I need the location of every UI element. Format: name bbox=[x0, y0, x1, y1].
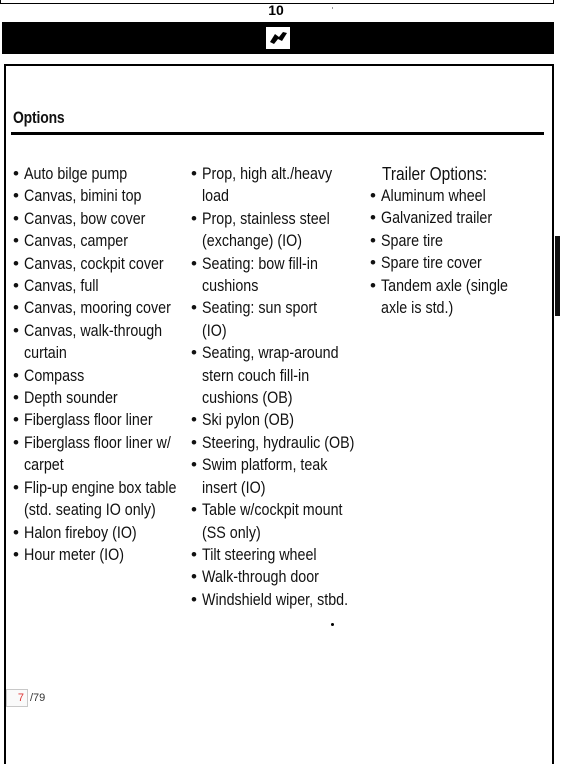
option-item bbox=[191, 522, 381, 544]
option-item bbox=[191, 230, 381, 252]
bullet-icon: • bbox=[13, 522, 19, 542]
option-text: Canvas, bow cover bbox=[24, 208, 146, 228]
scan-mark bbox=[332, 7, 333, 9]
option-text: insert (IO) bbox=[202, 477, 266, 497]
option-text: (std. seating IO only) bbox=[24, 500, 156, 520]
bullet-icon: • bbox=[191, 208, 197, 228]
option-item bbox=[191, 208, 381, 230]
bullet-icon: • bbox=[191, 164, 197, 183]
trailer-options-heading: Trailer Options: bbox=[382, 164, 488, 184]
option-text: Auto bilge pump bbox=[24, 164, 128, 183]
option-text: Table w/cockpit mount bbox=[202, 500, 343, 520]
option-text: Fiberglass floor liner bbox=[24, 410, 153, 430]
option-item bbox=[191, 275, 381, 297]
option-text: Spare tire bbox=[381, 230, 443, 250]
option-text: Prop, stainless steel bbox=[202, 208, 330, 228]
option-item bbox=[370, 297, 550, 319]
option-item bbox=[13, 163, 193, 185]
option-text: stern couch fill-in bbox=[202, 365, 310, 385]
bullet-icon: • bbox=[370, 275, 376, 295]
option-item bbox=[13, 454, 193, 476]
option-item bbox=[13, 477, 193, 499]
header-bar bbox=[2, 22, 554, 54]
bullet-icon: • bbox=[191, 343, 197, 363]
option-item bbox=[13, 522, 193, 544]
bullet-icon: • bbox=[13, 544, 19, 564]
option-item bbox=[370, 275, 550, 297]
page-navigator bbox=[6, 686, 45, 710]
option-item bbox=[191, 499, 381, 521]
option-item bbox=[191, 544, 381, 566]
option-text: Galvanized trailer bbox=[381, 208, 493, 228]
option-item bbox=[13, 253, 193, 275]
option-text: Seating: bow fill-in bbox=[202, 253, 318, 273]
option-item bbox=[13, 365, 193, 387]
option-item bbox=[191, 365, 381, 387]
option-item bbox=[13, 297, 193, 319]
option-text: Compass bbox=[24, 365, 85, 385]
option-item bbox=[13, 387, 193, 409]
options-column-2 bbox=[191, 163, 381, 611]
current-page-input[interactable]: 7 bbox=[6, 689, 28, 707]
option-item bbox=[191, 320, 381, 342]
bullet-icon: • bbox=[13, 298, 19, 318]
bullet-icon: • bbox=[191, 432, 197, 452]
option-item bbox=[13, 499, 193, 521]
bullet-icon: • bbox=[13, 276, 19, 296]
bullet-icon: • bbox=[191, 567, 197, 587]
option-text: Canvas, mooring cover bbox=[24, 298, 171, 318]
bullet-icon: • bbox=[13, 231, 19, 251]
bullet-icon: • bbox=[13, 320, 19, 340]
option-item bbox=[370, 230, 550, 252]
option-text: Windshield wiper, stbd. bbox=[202, 589, 349, 609]
bullet-icon: • bbox=[13, 208, 19, 228]
option-text: Canvas, full bbox=[24, 276, 99, 296]
option-text: (exchange) (IO) bbox=[202, 231, 302, 251]
bullet-icon: • bbox=[13, 388, 19, 408]
boat-logo-icon bbox=[266, 27, 290, 49]
option-text: Aluminum wheel bbox=[381, 186, 486, 205]
option-text: Flip-up engine box table bbox=[24, 477, 177, 497]
option-item bbox=[191, 454, 381, 476]
option-item bbox=[13, 320, 193, 342]
bullet-icon: • bbox=[370, 186, 376, 205]
option-text: Ski pylon (OB) bbox=[202, 410, 295, 430]
bullet-icon: • bbox=[370, 208, 376, 228]
bullet-icon: • bbox=[13, 186, 19, 206]
trailer-options-list bbox=[370, 185, 550, 319]
option-text: curtain bbox=[24, 343, 67, 363]
option-text: Depth sounder bbox=[24, 388, 118, 408]
bullet-icon: • bbox=[370, 230, 376, 250]
option-item bbox=[191, 409, 381, 431]
bullet-icon: • bbox=[191, 589, 197, 609]
option-item bbox=[13, 342, 193, 364]
bullet-icon: • bbox=[13, 164, 19, 183]
bullet-icon: • bbox=[13, 477, 19, 497]
section-title: Options bbox=[13, 108, 65, 127]
option-text: (IO) bbox=[202, 320, 227, 340]
bullet-icon: • bbox=[13, 365, 19, 385]
option-item bbox=[13, 544, 193, 566]
bullet-icon: • bbox=[13, 432, 19, 452]
option-text: Halon fireboy (IO) bbox=[24, 522, 137, 542]
bullet-icon: • bbox=[370, 253, 376, 273]
option-text: Tilt steering wheel bbox=[202, 544, 317, 564]
option-item bbox=[370, 252, 550, 274]
option-text: Seating: sun sport bbox=[202, 298, 318, 318]
scan-dot bbox=[331, 623, 334, 626]
option-item bbox=[191, 163, 381, 185]
option-item bbox=[191, 589, 381, 611]
option-text: Tandem axle (single bbox=[381, 275, 509, 295]
option-item bbox=[370, 185, 550, 207]
bullet-icon: • bbox=[191, 500, 197, 520]
option-text: load bbox=[202, 186, 229, 206]
option-text: Walk-through door bbox=[202, 567, 319, 587]
option-text: (SS only) bbox=[202, 522, 261, 542]
option-item bbox=[191, 387, 381, 409]
option-text: Hour meter (IO) bbox=[24, 544, 124, 564]
option-item bbox=[13, 185, 193, 207]
option-text: cushions (OB) bbox=[202, 388, 293, 408]
option-text: Fiberglass floor liner w/ bbox=[24, 432, 171, 452]
option-item bbox=[191, 342, 381, 364]
option-text: Prop, high alt./heavy bbox=[202, 164, 333, 183]
bullet-icon: • bbox=[191, 455, 197, 475]
option-item bbox=[13, 230, 193, 252]
option-text: Seating, wrap-around bbox=[202, 343, 339, 363]
option-text: carpet bbox=[24, 455, 64, 475]
option-text: axle is std.) bbox=[381, 298, 454, 318]
options-column-1 bbox=[13, 163, 193, 566]
bullet-icon: • bbox=[191, 410, 197, 430]
option-text: cushions bbox=[202, 276, 259, 296]
bullet-icon: • bbox=[191, 544, 197, 564]
title-divider bbox=[11, 132, 544, 135]
option-item bbox=[191, 566, 381, 588]
page-number: 10 bbox=[268, 2, 284, 18]
option-text: Canvas, bimini top bbox=[24, 186, 142, 206]
bullet-icon: • bbox=[13, 253, 19, 273]
bullet-icon: • bbox=[191, 253, 197, 273]
option-text: Spare tire cover bbox=[381, 253, 482, 273]
option-item bbox=[191, 477, 381, 499]
option-item bbox=[191, 253, 381, 275]
bullet-icon: • bbox=[13, 410, 19, 430]
option-text: Steering, hydraulic (OB) bbox=[202, 432, 355, 452]
option-item bbox=[13, 409, 193, 431]
bullet-icon: • bbox=[191, 298, 197, 318]
option-text: Canvas, cockpit cover bbox=[24, 253, 164, 273]
option-item bbox=[13, 432, 193, 454]
option-text: Canvas, walk-through bbox=[24, 320, 163, 340]
page-edge-shadow bbox=[555, 236, 560, 316]
option-item bbox=[191, 185, 381, 207]
total-pages: /79 bbox=[30, 692, 46, 704]
option-item bbox=[13, 208, 193, 230]
option-item bbox=[13, 275, 193, 297]
option-text: Swim platform, teak bbox=[202, 455, 328, 475]
option-item bbox=[370, 207, 550, 229]
option-text: Canvas, camper bbox=[24, 231, 128, 251]
option-item bbox=[191, 432, 381, 454]
option-item bbox=[191, 297, 381, 319]
